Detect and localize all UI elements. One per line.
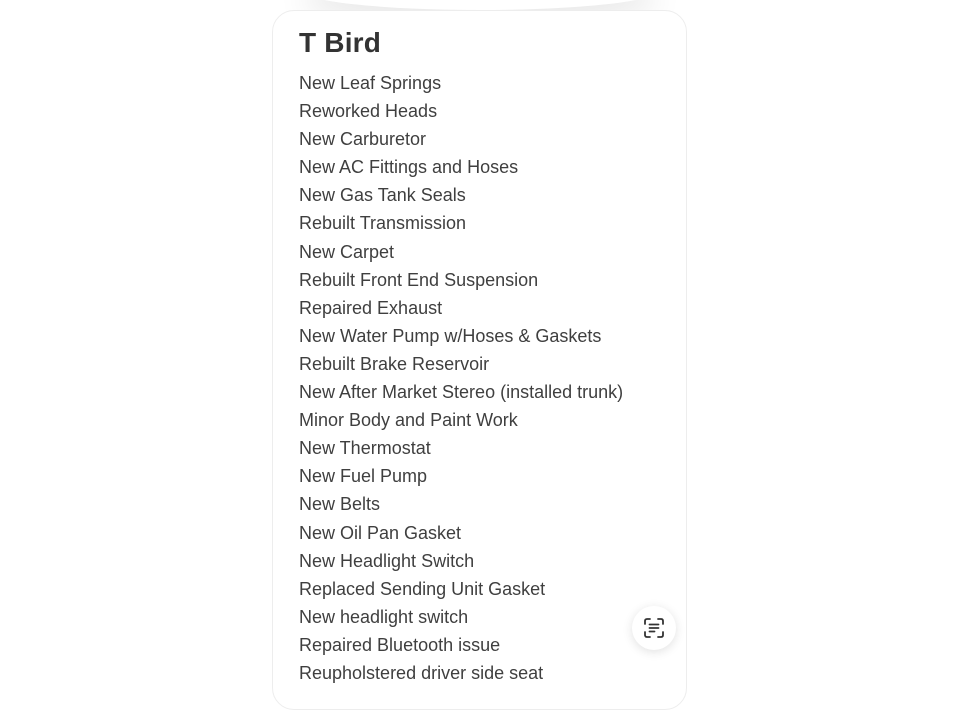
note-item: Repaired Bluetooth issue bbox=[299, 634, 501, 655]
note-item: New Headlight Switch bbox=[299, 550, 475, 571]
note-item: Repaired Exhaust bbox=[299, 297, 443, 318]
note-list bbox=[299, 69, 623, 687]
note-item: Minor Body and Paint Work bbox=[299, 410, 518, 431]
note-item: Rebuilt Transmission bbox=[299, 213, 467, 234]
text-scan-icon bbox=[642, 616, 666, 640]
note-item: New Belts bbox=[299, 494, 381, 515]
note-item: Reworked Heads bbox=[299, 101, 438, 122]
note-item: Rebuilt Front End Suspension bbox=[299, 269, 539, 290]
note-item: New After Market Stereo (installed trunk) bbox=[299, 382, 624, 403]
text-scan-button[interactable] bbox=[632, 606, 676, 650]
note-item: New Leaf Springs bbox=[299, 73, 442, 93]
note-item: New headlight switch bbox=[299, 606, 469, 627]
note-item: Rebuilt Brake Reservoir bbox=[299, 353, 490, 374]
note-item: New Water Pump w/Hoses & Gaskets bbox=[299, 325, 602, 346]
note-title: T Bird bbox=[299, 27, 382, 58]
note-item: New Fuel Pump bbox=[299, 466, 428, 487]
note-card bbox=[272, 10, 687, 710]
note-item: New AC Fittings and Hoses bbox=[299, 157, 519, 178]
note-item: New Thermostat bbox=[299, 438, 431, 459]
note-item: New Carburetor bbox=[299, 129, 427, 150]
note-item: New Carpet bbox=[299, 241, 395, 262]
top-shadow bbox=[300, 0, 660, 10]
note-item: Replaced Sending Unit Gasket bbox=[299, 578, 546, 599]
note-item: Reupholstered driver side seat bbox=[299, 662, 544, 683]
note-item: New Oil Pan Gasket bbox=[299, 522, 462, 543]
note-item: New Gas Tank Seals bbox=[299, 185, 466, 206]
